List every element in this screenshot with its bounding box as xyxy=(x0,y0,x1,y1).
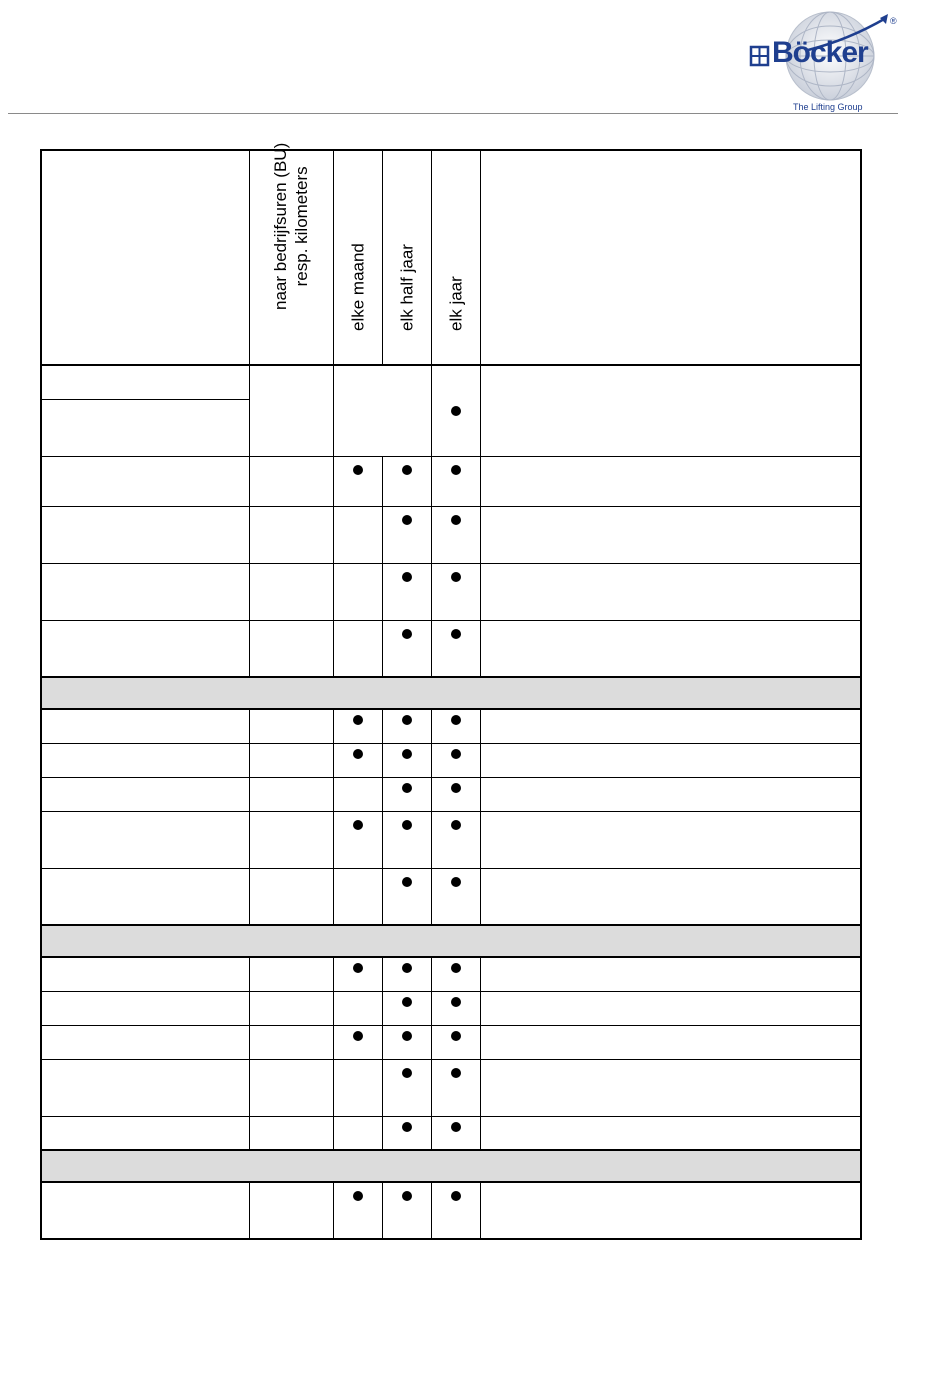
cell-remarks xyxy=(480,1059,861,1116)
cell-half-year xyxy=(382,1025,431,1059)
cell-monthly xyxy=(333,1059,382,1116)
check-dot xyxy=(451,629,461,639)
table-row xyxy=(41,811,861,868)
section-header-row xyxy=(41,677,861,709)
table-row xyxy=(41,709,861,743)
cell-yearly xyxy=(431,563,480,620)
check-dot xyxy=(353,749,363,759)
cell-monthly xyxy=(333,506,382,563)
cell-remarks xyxy=(480,811,861,868)
cell-monthly xyxy=(333,365,382,456)
cell-item xyxy=(41,456,249,506)
check-dot xyxy=(451,997,461,1007)
check-dot xyxy=(402,1122,412,1132)
header-item xyxy=(41,150,249,365)
cell-hours xyxy=(249,957,333,991)
cell-monthly xyxy=(333,709,382,743)
table-row xyxy=(41,1116,861,1150)
cell-remarks xyxy=(480,1182,861,1239)
table-header-row xyxy=(41,150,861,365)
check-dot xyxy=(353,1191,363,1201)
logo-registered-mark: ® xyxy=(890,16,897,26)
cell-item xyxy=(41,991,249,1025)
cell-item xyxy=(41,743,249,777)
check-dot xyxy=(451,1191,461,1201)
table-row xyxy=(41,991,861,1025)
check-dot xyxy=(451,515,461,525)
cell-monthly xyxy=(333,957,382,991)
check-dot xyxy=(402,1031,412,1041)
check-dot xyxy=(402,515,412,525)
cell-yearly xyxy=(431,991,480,1025)
check-dot xyxy=(451,877,461,887)
cell-remarks xyxy=(480,1116,861,1150)
check-dot xyxy=(402,1068,412,1078)
table-row xyxy=(41,1059,861,1116)
cell-yearly xyxy=(431,743,480,777)
check-dot xyxy=(402,749,412,759)
header-remarks xyxy=(480,150,861,365)
header-hours-text xyxy=(270,143,312,310)
cell-yearly xyxy=(431,620,480,677)
cell-yearly xyxy=(431,709,480,743)
check-dot xyxy=(451,465,461,475)
check-dot xyxy=(451,572,461,582)
table-row xyxy=(41,365,861,399)
cell-half-year xyxy=(382,991,431,1025)
cell-remarks xyxy=(480,563,861,620)
check-dot xyxy=(402,629,412,639)
cell-item xyxy=(41,365,249,399)
check-dot xyxy=(451,1068,461,1078)
header-hours-line2: resp. kilometers xyxy=(292,166,311,287)
cell-hours xyxy=(249,456,333,506)
cell-yearly xyxy=(431,1025,480,1059)
cell-remarks xyxy=(480,868,861,925)
header-hours xyxy=(249,142,333,365)
maintenance-schedule-table xyxy=(40,142,862,1240)
cell-remarks xyxy=(480,777,861,811)
cell-yearly xyxy=(431,957,480,991)
table-row xyxy=(41,1025,861,1059)
check-dot xyxy=(353,820,363,830)
section-header-row xyxy=(41,925,861,957)
check-dot xyxy=(451,820,461,830)
cell-hours xyxy=(249,1059,333,1116)
section-header-row xyxy=(41,1150,861,1182)
cell-half-year xyxy=(382,777,431,811)
check-dot xyxy=(402,1191,412,1201)
cell-monthly xyxy=(333,1025,382,1059)
cell-half-year xyxy=(382,868,431,925)
cell-remarks xyxy=(480,365,861,456)
section-header-cell xyxy=(41,677,861,709)
cell-yearly xyxy=(431,777,480,811)
table-row xyxy=(41,620,861,677)
check-dot xyxy=(402,877,412,887)
table-row xyxy=(41,506,861,563)
cell-yearly xyxy=(431,868,480,925)
cell-half-year xyxy=(382,620,431,677)
cell-monthly xyxy=(333,868,382,925)
cell-half-year xyxy=(382,1116,431,1150)
cell-monthly xyxy=(333,563,382,620)
cell-hours xyxy=(249,868,333,925)
cell-hours xyxy=(249,709,333,743)
cell-half-year xyxy=(382,811,431,868)
cell-half-year xyxy=(382,1059,431,1116)
cell-hours xyxy=(249,1025,333,1059)
cell-hours xyxy=(249,1182,333,1239)
cell-hours xyxy=(249,620,333,677)
table-row xyxy=(41,563,861,620)
cell-hours xyxy=(249,563,333,620)
cell-remarks xyxy=(480,957,861,991)
cell-monthly xyxy=(333,777,382,811)
table-row xyxy=(41,957,861,991)
cell-half-year xyxy=(382,709,431,743)
cell-item xyxy=(41,709,249,743)
cell-hours xyxy=(249,777,333,811)
cell-yearly xyxy=(431,365,480,456)
cell-item xyxy=(41,1025,249,1059)
header-half-year xyxy=(382,150,431,365)
cell-hours xyxy=(249,1116,333,1150)
cell-half-year xyxy=(382,743,431,777)
section-header-cell xyxy=(41,1150,861,1182)
cell-yearly xyxy=(431,1116,480,1150)
check-dot xyxy=(402,783,412,793)
check-dot xyxy=(451,1122,461,1132)
cell-item xyxy=(41,563,249,620)
check-dot xyxy=(353,963,363,973)
header-hours-line1: naar bedrijfsuren (BU) xyxy=(271,142,290,310)
cell-remarks xyxy=(480,1025,861,1059)
cell-hours xyxy=(249,991,333,1025)
table-row xyxy=(41,456,861,506)
header-monthly-label: elke maand xyxy=(348,243,367,331)
table-row xyxy=(41,868,861,925)
check-dot xyxy=(353,465,363,475)
check-dot xyxy=(402,715,412,725)
check-dot xyxy=(451,783,461,793)
cell-hours xyxy=(249,506,333,563)
check-dot xyxy=(451,1031,461,1041)
cell-half-year xyxy=(382,456,431,506)
header-half-year-label: elk half jaar xyxy=(397,244,416,331)
check-dot xyxy=(353,715,363,725)
cell-item xyxy=(41,1116,249,1150)
table-row xyxy=(41,743,861,777)
cell-remarks xyxy=(480,991,861,1025)
header-yearly xyxy=(431,150,480,365)
check-dot xyxy=(402,997,412,1007)
cell-monthly xyxy=(333,991,382,1025)
cell-yearly xyxy=(431,506,480,563)
cell-monthly xyxy=(333,1182,382,1239)
cell-item xyxy=(41,620,249,677)
cell-monthly xyxy=(333,1116,382,1150)
cell-remarks xyxy=(480,456,861,506)
check-dot xyxy=(451,406,461,416)
cell-half-year xyxy=(382,365,431,456)
cell-monthly xyxy=(333,811,382,868)
section-header-cell xyxy=(41,925,861,957)
cell-half-year xyxy=(382,506,431,563)
check-dot xyxy=(402,820,412,830)
cell-yearly xyxy=(431,1182,480,1239)
cell-yearly xyxy=(431,811,480,868)
cell-item xyxy=(41,957,249,991)
cell-item xyxy=(41,868,249,925)
cell-hours xyxy=(249,365,333,456)
cell-item xyxy=(41,399,249,456)
table-row xyxy=(41,777,861,811)
check-dot xyxy=(451,715,461,725)
cell-half-year xyxy=(382,957,431,991)
header-monthly xyxy=(333,150,382,365)
cell-hours xyxy=(249,743,333,777)
logo-tagline: The Lifting Group xyxy=(793,102,863,112)
cell-item xyxy=(41,811,249,868)
cell-half-year xyxy=(382,563,431,620)
cell-item xyxy=(41,1059,249,1116)
header-yearly-label: elk jaar xyxy=(446,276,465,331)
cell-remarks xyxy=(480,709,861,743)
company-logo xyxy=(748,10,908,114)
cell-hours xyxy=(249,811,333,868)
cell-item xyxy=(41,777,249,811)
cell-remarks xyxy=(480,743,861,777)
logo-brand-text: Böcker xyxy=(772,36,868,69)
cell-yearly xyxy=(431,456,480,506)
check-dot xyxy=(402,465,412,475)
header-divider xyxy=(8,113,898,114)
table-row xyxy=(41,1182,861,1239)
check-dot xyxy=(402,963,412,973)
cell-yearly xyxy=(431,1059,480,1116)
cell-item xyxy=(41,1182,249,1239)
cell-remarks xyxy=(480,506,861,563)
cell-monthly xyxy=(333,620,382,677)
cell-half-year xyxy=(382,1182,431,1239)
check-dot xyxy=(451,963,461,973)
cell-monthly xyxy=(333,743,382,777)
cell-monthly xyxy=(333,456,382,506)
check-dot xyxy=(353,1031,363,1041)
check-dot xyxy=(451,749,461,759)
cell-remarks xyxy=(480,620,861,677)
cell-item xyxy=(41,506,249,563)
check-dot xyxy=(402,572,412,582)
